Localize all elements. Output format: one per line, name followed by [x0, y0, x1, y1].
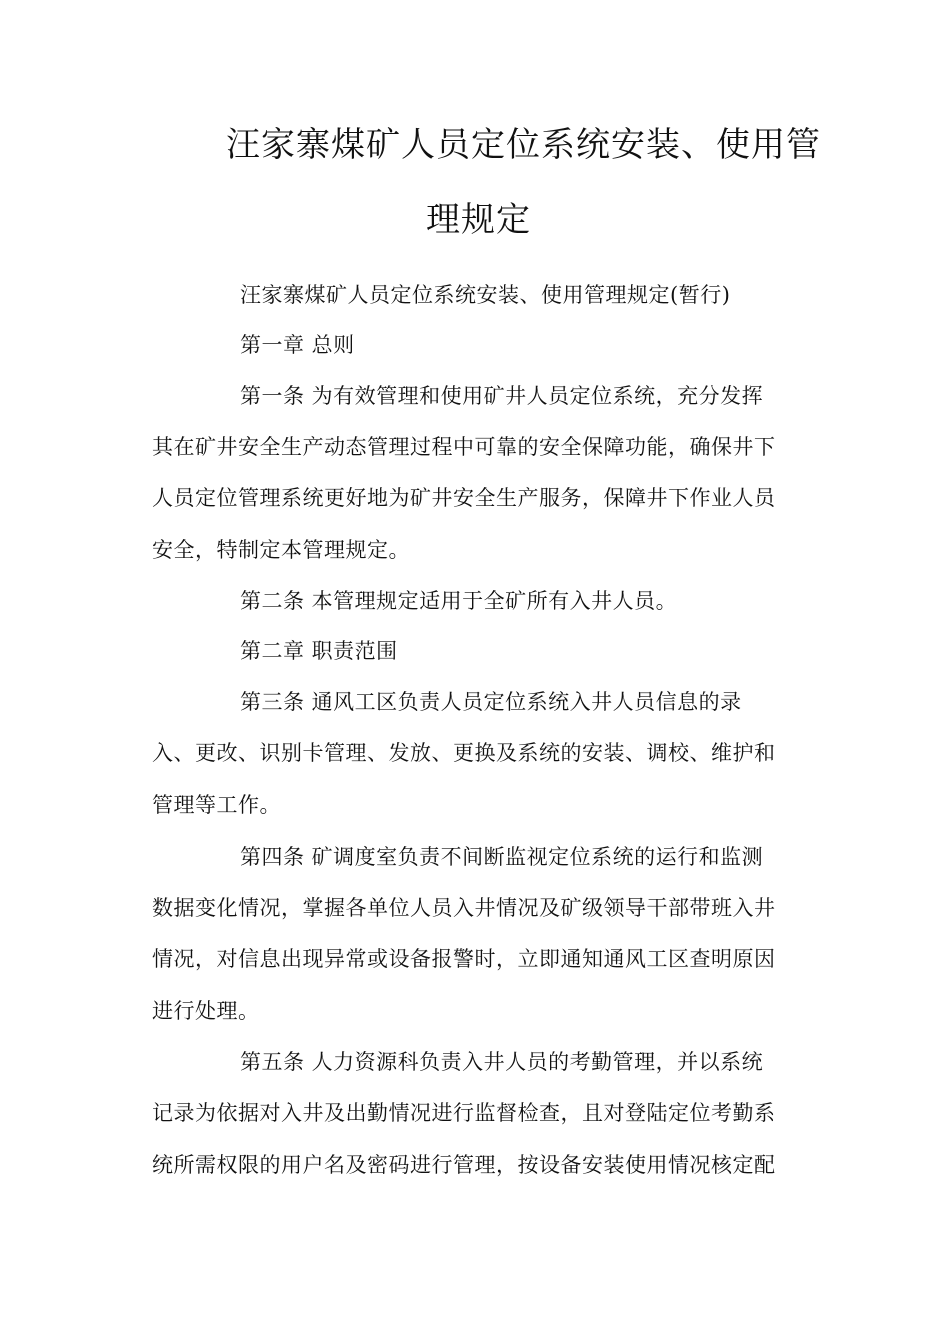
- paragraph-line: 第一条 为有效管理和使用矿井人员定位系统，充分发挥: [240, 384, 764, 408]
- document-title-line-1: 汪家寨煤矿人员定位系统安装、使用管: [226, 125, 821, 165]
- paragraph-line: 其在矿井安全生产动态管理过程中可靠的安全保障功能，确保井下: [152, 435, 776, 459]
- paragraph-line: 管理等工作。: [152, 793, 281, 817]
- subtitle-line: 汪家寨煤矿人员定位系统安装、使用管理规定(暂行): [240, 283, 731, 307]
- paragraph-line: 第三条 通风工区负责人员定位系统入井人员信息的录: [240, 690, 742, 714]
- paragraph-line: 人员定位管理系统更好地为矿井安全生产服务，保障井下作业人员: [152, 486, 776, 510]
- paragraph-line: 进行处理。: [152, 999, 260, 1023]
- paragraph-line: 第二条 本管理规定适用于全矿所有入井人员。: [240, 589, 678, 613]
- paragraph-line: 记录为依据对入井及出勤情况进行监督检查，且对登陆定位考勤系: [152, 1101, 776, 1125]
- paragraph-line: 安全，特制定本管理规定。: [152, 538, 410, 562]
- paragraph-line: 统所需权限的用户名及密码进行管理，按设备安装使用情况核定配: [152, 1153, 776, 1177]
- paragraph-line: 第五条 人力资源科负责入井人员的考勤管理，并以系统: [240, 1050, 764, 1074]
- chapter-heading: 第二章 职责范围: [240, 639, 398, 663]
- paragraph-line: 入、更改、识别卡管理、发放、更换及系统的安装、调校、维护和: [152, 741, 776, 765]
- document-title-line-2: 理规定: [426, 200, 531, 240]
- paragraph-line: 数据变化情况，掌握各单位人员入井情况及矿级领导干部带班入井: [152, 896, 776, 920]
- paragraph-line: 第四条 矿调度室负责不间断监视定位系统的运行和监测: [240, 845, 764, 869]
- paragraph-line: 情况，对信息出现异常或设备报警时，立即通知通风工区查明原因: [152, 947, 776, 971]
- chapter-heading: 第一章 总则: [240, 333, 355, 357]
